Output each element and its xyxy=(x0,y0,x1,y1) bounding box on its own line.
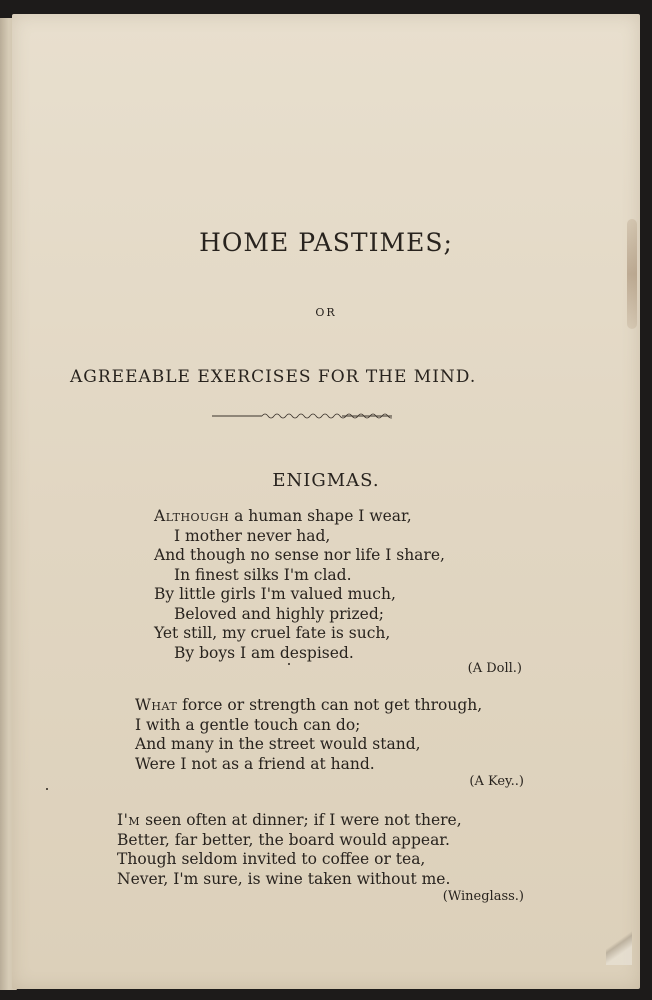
verse-line xyxy=(154,507,445,527)
verse-lead-word: I'm xyxy=(117,811,141,829)
enigma-answer-1: (A Doll.) xyxy=(467,661,522,676)
page-subtitle: AGREEABLE EXERCISES FOR THE MIND. xyxy=(70,367,477,387)
verse-line: And many in the street would stand, xyxy=(135,735,421,753)
verse-line: Yet still, my cruel fate is such, xyxy=(154,624,391,642)
ink-speck xyxy=(288,663,290,665)
verse-line: Beloved and highly prized; xyxy=(174,604,384,623)
section-heading-enigmas: ENIGMAS. xyxy=(272,470,380,491)
verse-line xyxy=(135,696,482,716)
verse-line: Better, far better, the board would appear. xyxy=(117,830,450,849)
verse-line: I mother never had, xyxy=(174,526,331,545)
verse-line xyxy=(117,811,462,831)
enigma-verse-2 xyxy=(135,696,482,774)
enigma-answer-2: (A Key..) xyxy=(469,774,524,789)
ink-speck xyxy=(46,788,48,790)
wavy-rule-ornament xyxy=(212,410,392,422)
verse-line: Never, I'm sure, is wine taken without me. xyxy=(117,869,451,888)
verse-line-rest: seen often at dinner; if I were not there, xyxy=(140,811,462,829)
verse-line: By little girls I'm valued much, xyxy=(154,585,396,603)
verse-lead-word: What xyxy=(135,696,178,714)
page-content xyxy=(12,14,640,989)
enigma-verse-1 xyxy=(154,507,445,663)
book-page xyxy=(12,14,640,989)
enigma-answer-3: (Wineglass.) xyxy=(442,889,524,904)
verse-line: Were I not as a friend at hand. xyxy=(135,754,375,773)
verse-line-rest: a human shape I wear, xyxy=(229,507,412,525)
enigma-verse-3 xyxy=(117,811,462,889)
verse-line: By boys I am despised. xyxy=(174,643,354,662)
verse-line: And though no sense nor life I share, xyxy=(154,546,445,564)
verse-line: Though seldom invited to coffee or tea, xyxy=(117,850,426,868)
page-title: HOME PASTIMES; xyxy=(199,228,453,257)
title-conjunction: OR xyxy=(315,306,337,319)
verse-lead-word: Although xyxy=(154,507,230,525)
verse-line: In finest silks I'm clad. xyxy=(174,565,352,584)
verse-line-rest: force or strength can not get through, xyxy=(177,696,483,714)
verse-line: I with a gentle touch can do; xyxy=(135,715,361,734)
